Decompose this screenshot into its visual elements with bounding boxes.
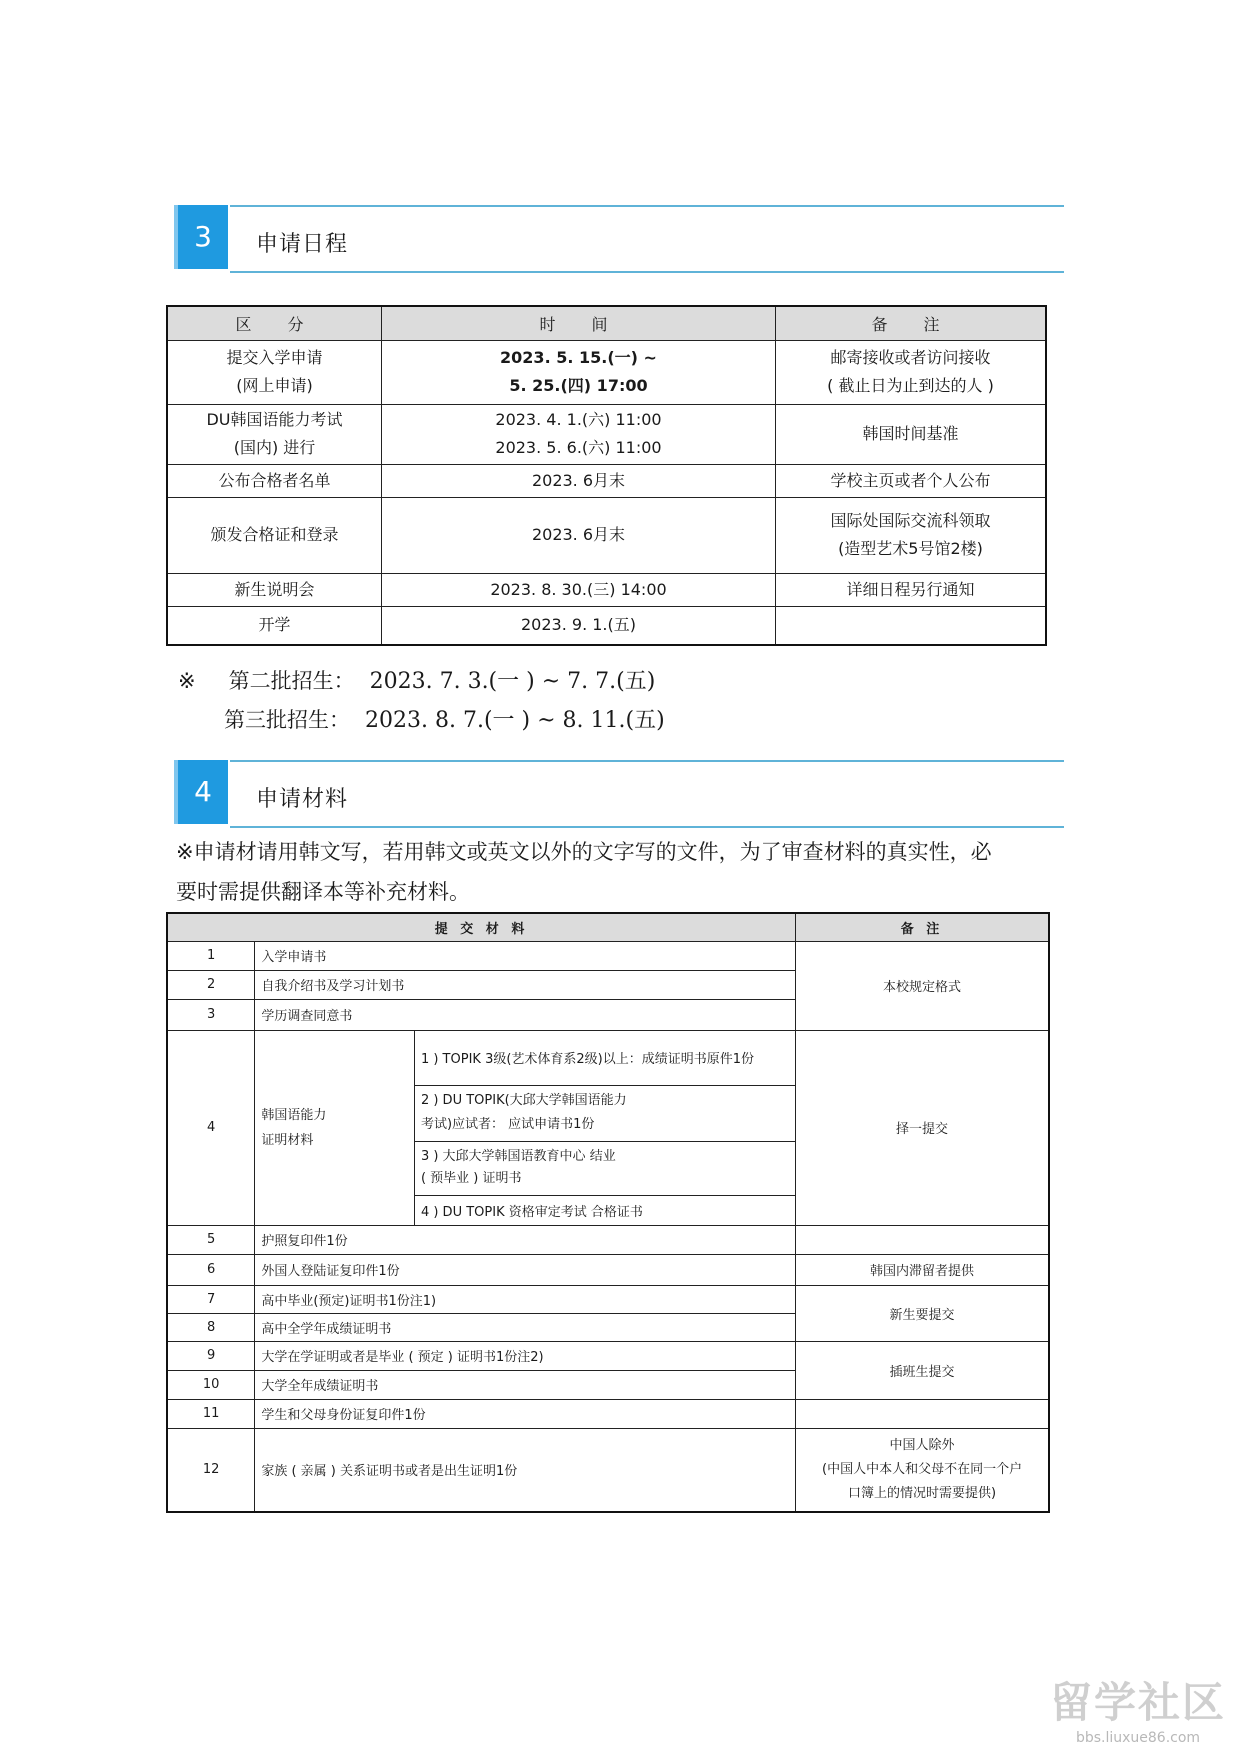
remark-line: (中国人中本人和父母不在同一个户	[822, 1461, 1023, 1477]
material-category	[255, 1030, 415, 1225]
cell-line: 学校主页或者个人公布	[830, 470, 991, 490]
second-batch-label: 第二批招生：	[228, 669, 355, 693]
cell-line: 公布合格者名单	[218, 470, 331, 490]
watermark-url: bbs.liuxue86.com	[1075, 1730, 1201, 1746]
schedule-item-cell	[167, 497, 382, 573]
cell-line: 邮寄接收或者访问接收	[830, 348, 991, 367]
sub-option-line: 2 ) DU TOPIK(大邱大学韩国语能力	[420, 1093, 627, 1108]
remark-cell	[796, 1428, 1049, 1512]
row-number: 8	[167, 1313, 255, 1341]
remark-cell: 本校规定格式	[796, 941, 1049, 1030]
row-number: 5	[167, 1225, 255, 1254]
third-batch-label: 第三批招生：	[224, 708, 350, 732]
schedule-item-cell	[167, 464, 382, 497]
table-row	[167, 1254, 1049, 1285]
category-line: 证明材料	[261, 1132, 314, 1148]
cell-line: 2023. 9. 1.(五)	[521, 615, 636, 635]
sub-option-line: 1 ) TOPIK 3级(艺术体育系2级)以上：成绩证明书原件1份	[420, 1052, 755, 1067]
cell-line: 国际处国际交流科领取	[830, 511, 991, 530]
cell-line: 详细日程另行通知	[846, 579, 975, 599]
second-batch-dates: 2023. 7. 3.(一 ) ~ 7. 7.(五)	[369, 669, 656, 694]
table-row	[167, 573, 1046, 606]
schedule-note-cell	[776, 340, 1047, 404]
schedule-item-cell	[167, 573, 382, 606]
column-header: 备 注	[776, 306, 1047, 340]
table-row	[167, 340, 1046, 404]
row-number: 4	[167, 1030, 255, 1225]
table-row	[167, 404, 1046, 464]
material-name: 学历调查同意书	[255, 999, 796, 1030]
schedule-table	[166, 305, 1047, 646]
cell-line: (网上申请)	[236, 376, 313, 395]
schedule-note-cell	[776, 497, 1047, 573]
row-number: 10	[167, 1370, 255, 1399]
material-name: 高中全学年成绩证明书	[255, 1313, 796, 1341]
sub-option-line: 考试)应试者： 应试申请书1份	[420, 1117, 595, 1132]
materials-note	[176, 832, 1066, 912]
remark-cell: 插班生提交	[796, 1341, 1049, 1399]
cell-line: 2023. 4. 1.(六) 11:00	[495, 410, 662, 429]
cell-line: 新生说明会	[234, 579, 315, 599]
batch-note-third	[224, 703, 665, 734]
sub-option-line: 4 ) DU TOPIK 资格审定考试 合格证书	[420, 1204, 643, 1220]
batch-note-second	[178, 664, 655, 695]
table-row	[167, 1399, 1049, 1428]
row-number: 3	[167, 999, 255, 1030]
column-header: 备 注	[796, 913, 1049, 941]
schedule-time-cell	[382, 464, 776, 497]
column-header: 区 分	[167, 306, 382, 340]
sub-option	[414, 1141, 795, 1195]
material-name: 自我介绍书及学习计划书	[255, 970, 796, 999]
schedule-time-cell	[382, 573, 776, 606]
cell-line: 2023. 6月末	[531, 470, 626, 490]
divider	[230, 760, 1064, 762]
row-number: 1	[167, 941, 255, 970]
note-mark: ※	[178, 669, 196, 693]
row-number: 2	[167, 970, 255, 999]
remark-cell	[796, 1399, 1049, 1428]
remark-cell: 韩国内滞留者提供	[796, 1254, 1049, 1285]
schedule-item-cell	[167, 340, 382, 404]
remark-line: 中国人除外	[889, 1437, 955, 1453]
section-title: 申请日程	[256, 232, 349, 257]
cell-line: 5. 25.(四) 17:00	[509, 376, 648, 395]
table-row	[167, 1225, 1049, 1254]
material-name: 护照复印件1份	[255, 1225, 796, 1254]
row-number: 12	[167, 1428, 255, 1512]
cell-line: 2023. 5. 6.(六) 11:00	[495, 438, 662, 457]
material-name: 外国人登陆证复印件1份	[255, 1254, 796, 1285]
schedule-note-cell	[776, 606, 1047, 645]
watermark	[1050, 1670, 1226, 1746]
third-batch-dates: 2023. 8. 7.(一 ) ~ 8. 11.(五)	[365, 708, 665, 733]
material-name: 家族 ( 亲属 ) 关系证明书或者是出生证明1份	[255, 1428, 796, 1512]
table-row	[167, 464, 1046, 497]
table-row	[167, 606, 1046, 645]
row-number: 11	[167, 1399, 255, 1428]
section-number-badge: 4	[174, 760, 228, 824]
table-row	[167, 497, 1046, 573]
divider	[230, 826, 1064, 828]
material-name: 大学在学证明或者是毕业 ( 预定 ) 证明书1份注2)	[255, 1341, 796, 1370]
section-3-header	[174, 205, 1064, 277]
schedule-note-cell	[776, 464, 1047, 497]
materials-note-line: ※申请材请用韩文写，若用韩文或英文以外的文字写的文件，为了审查材料的真实性，必	[176, 840, 992, 864]
table-row	[167, 941, 1049, 970]
table-row	[167, 1030, 1049, 1085]
column-header: 提 交 材 料	[167, 913, 796, 941]
material-name: 高中毕业(预定)证明书1份注1)	[255, 1285, 796, 1313]
section-4-header	[174, 760, 1064, 832]
section-title: 申请材料	[256, 787, 349, 812]
remark-cell: 新生要提交	[796, 1285, 1049, 1341]
schedule-item-cell	[167, 606, 382, 645]
material-name: 学生和父母身份证复印件1份	[255, 1399, 796, 1428]
schedule-note-cell	[776, 573, 1047, 606]
schedule-time-cell	[382, 340, 776, 404]
cell-line: 2023. 5. 15.(一) ~	[500, 348, 657, 367]
cell-line: (造型艺术5号馆2楼)	[838, 539, 983, 558]
schedule-note-cell	[776, 404, 1047, 464]
remark-line: 口簿上的情况时需要提供)	[848, 1485, 997, 1501]
cell-line: (国内) 进行	[233, 438, 316, 457]
materials-note-line: 要时需提供翻译本等补充材料。	[176, 880, 470, 904]
cell-line: 颁发合格证和登录	[210, 525, 339, 544]
remark-cell: 择一提交	[796, 1030, 1049, 1225]
cell-line: 韩国时间基准	[862, 424, 959, 443]
materials-table	[166, 912, 1050, 1513]
sub-option	[414, 1085, 795, 1141]
schedule-item-cell	[167, 404, 382, 464]
sub-option	[414, 1030, 795, 1085]
cell-line: 开学	[258, 615, 291, 635]
cell-line: 2023. 8. 30.(三) 14:00	[490, 579, 667, 599]
cell-line: ( 截止日为止到达的人 )	[827, 376, 994, 395]
schedule-time-cell	[382, 606, 776, 645]
schedule-time-cell	[382, 404, 776, 464]
cell-line: 提交入学申请	[226, 348, 323, 367]
cell-line: 2023. 6月末	[531, 525, 626, 544]
table-row	[167, 1428, 1049, 1512]
remark-cell	[796, 1225, 1049, 1254]
table-row	[167, 1341, 1049, 1370]
row-number: 9	[167, 1341, 255, 1370]
category-line: 韩国语能力	[261, 1107, 327, 1123]
watermark-logo-text: 留学社区	[1049, 1678, 1226, 1727]
column-header: 时 间	[382, 306, 776, 340]
cell-line: DU韩国语能力考试	[206, 410, 343, 429]
schedule-time-cell	[382, 497, 776, 573]
table-row	[167, 1285, 1049, 1313]
divider	[230, 271, 1064, 273]
divider	[230, 205, 1064, 207]
sub-option-line: 3 ) 大邱大学韩国语教育中心 结业	[420, 1149, 616, 1164]
sub-option	[414, 1195, 795, 1225]
row-number: 7	[167, 1285, 255, 1313]
sub-option-line: ( 预毕业 ) 证明书	[420, 1171, 522, 1186]
section-number-badge: 3	[174, 205, 228, 269]
material-name: 入学申请书	[255, 941, 796, 970]
row-number: 6	[167, 1254, 255, 1285]
material-name: 大学全年成绩证明书	[255, 1370, 796, 1399]
